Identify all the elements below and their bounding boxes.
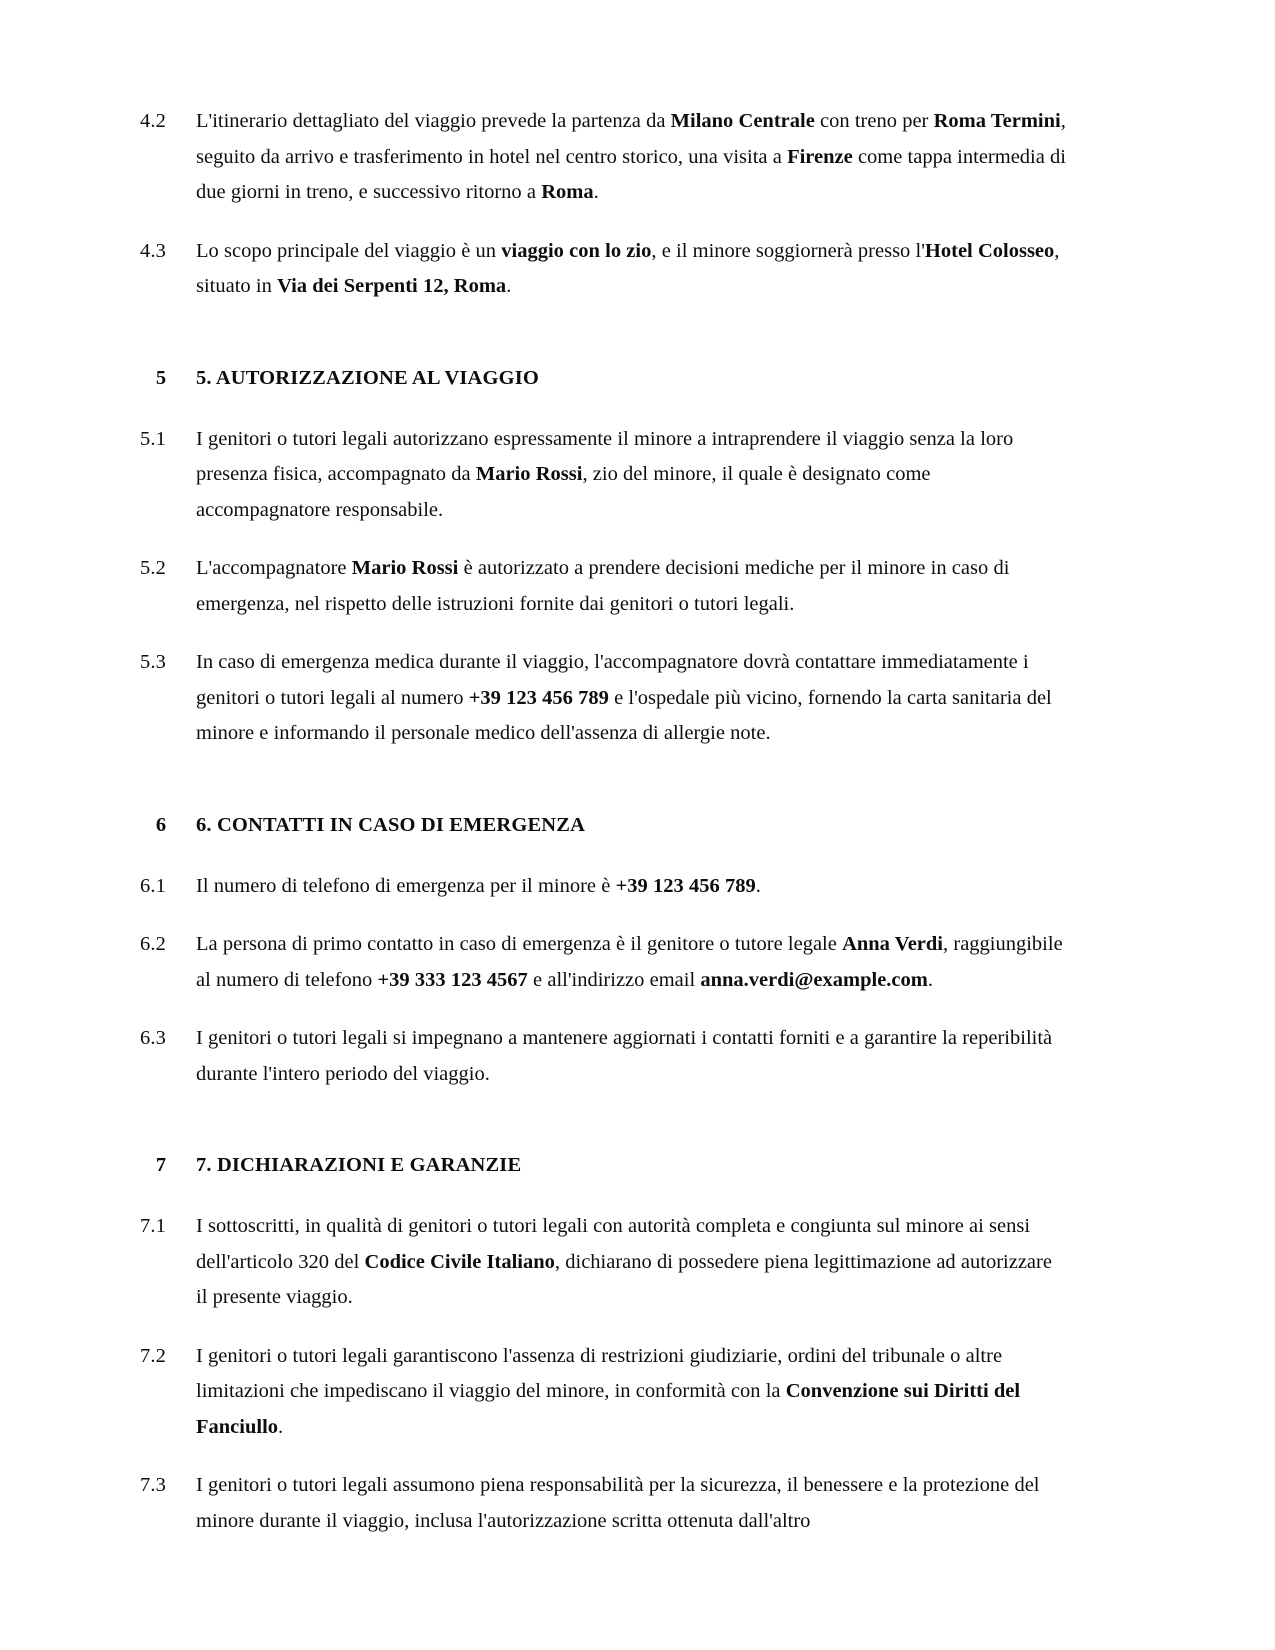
section-heading-title: 7. DICHIARAZIONI E GARANZIE <box>196 1154 522 1176</box>
section-heading-number: 5 <box>155 366 167 389</box>
emphasis-text: +39 123 456 789 <box>615 874 756 897</box>
body-text: I genitori o tutori legali autorizzano espressamente il minore a intraprendere il viaggio senza la loro presenza fisica, accompagnato da <box>196 427 1014 485</box>
body-text: I genitori o tutori legali si impegnano a mantenere aggiornati i contatti forniti e a garantire la reperibilità durante l'intero periodo del viaggio. <box>196 1027 1053 1085</box>
body-text: , situato in <box>196 239 1060 297</box>
clause-text <box>196 234 1068 305</box>
body-text: , zio del minore, il quale è designato come accompagnatore responsabile. <box>196 463 931 521</box>
emphasis-text: Convenzione sui Diritti del Fanciullo <box>196 1380 1021 1438</box>
body-text: . <box>278 1415 284 1438</box>
body-text: . <box>593 181 599 203</box>
emphasis-text: Hotel Colosseo <box>924 239 1055 262</box>
clause <box>140 869 1068 905</box>
clause-number: 5.2 <box>140 557 166 579</box>
body-text: come tappa intermedia di due giorni in treno, e successivo ritorno a <box>196 145 1067 203</box>
section-heading-number: 7 <box>155 1154 167 1176</box>
body-text: , raggiungibile al numero di telefono <box>196 933 1063 991</box>
clause-text <box>196 104 1068 211</box>
clause <box>140 422 1068 529</box>
emphasis-text: Roma <box>541 181 594 203</box>
clause-text <box>196 869 1068 905</box>
body-text: . <box>755 874 761 897</box>
emphasis-text: Firenze <box>787 145 853 168</box>
body-text: La persona di primo contatto in caso di emergenza è il genitore o tutore legale <box>196 933 843 955</box>
section-heading-title: 6. CONTATTI IN CASO DI EMERGENZA <box>196 813 586 836</box>
body-text: I genitori o tutori legali assumono piena responsabilità per la sicurezza, il benessere e la protezione del minore durante il viaggio, inclusa l'autorizzazione scritta ottenuta dall'altro <box>196 1474 1040 1532</box>
emphasis-text: Anna Verdi <box>842 933 944 955</box>
body-text: è autorizzato a prendere decisioni mediche per il minore in caso di emergenza, nel rispetto delle istruzioni fornite dai genitori o tutori legali. <box>196 557 1010 615</box>
body-text: e l'ospedale più vicino, fornendo la carta sanitaria del minore e informando il personale medico dell'assenza di allergie note. <box>196 686 1052 744</box>
clause-text <box>196 1021 1068 1092</box>
emphasis-text: Mario Rossi <box>351 557 459 579</box>
body-text: , seguito da arrivo e trasferimento in hotel nel centro storico, una visita a <box>196 110 1066 168</box>
clause <box>140 1209 1068 1316</box>
clause-number: 6.2 <box>140 933 166 955</box>
document-body <box>140 104 1068 1562</box>
body-text: Lo scopo principale del viaggio è un <box>196 239 502 262</box>
emphasis-text: Codice Civile Italiano <box>364 1250 555 1273</box>
emphasis-text: anna.verdi@example.com <box>700 968 928 991</box>
body-text: L'accompagnatore <box>196 557 352 579</box>
clause-number: 6.1 <box>140 874 166 897</box>
body-text: I sottoscritti, in qualità di genitori o tutori legali con autorità completa e congiunta sul minore ai sensi dell'articolo 320 del <box>196 1215 1031 1273</box>
clause-number: 4.2 <box>140 110 166 132</box>
emphasis-text: Roma Termini <box>933 110 1061 132</box>
clause-text <box>196 645 1068 752</box>
emphasis-text: viaggio con lo zio <box>501 239 652 262</box>
clause-number: 7.3 <box>140 1474 166 1496</box>
clause-text <box>196 551 1068 622</box>
clause <box>140 1339 1068 1446</box>
section-heading <box>140 810 1068 840</box>
clause <box>140 551 1068 622</box>
section-heading-number: 6 <box>155 813 167 836</box>
body-text: con treno per <box>814 110 934 132</box>
section-heading <box>140 363 1068 393</box>
clause-number: 5.3 <box>140 651 166 673</box>
clause-number: 4.3 <box>140 239 166 262</box>
body-text: . <box>506 275 512 297</box>
clause-text <box>196 927 1068 998</box>
clause-text <box>196 1209 1068 1316</box>
emphasis-text: +39 333 123 4567 <box>377 968 528 991</box>
clause <box>140 234 1068 305</box>
body-text: I genitori o tutori legali garantiscono l'assenza di restrizioni giudiziarie, ordini del tribunale o altre limitazioni che impediscano il viaggio del minore, in conformità con la <box>196 1344 1003 1402</box>
clause-text <box>196 1468 1068 1539</box>
body-text: In caso di emergenza medica durante il viaggio, l'accompagnatore dovrà contattare immediatamente i genitori o tutori legali al numero <box>196 651 1029 709</box>
emphasis-text: Mario Rossi <box>475 463 583 485</box>
body-text: . <box>927 968 933 991</box>
emphasis-text: Milano Centrale <box>670 110 815 132</box>
body-text: L'itinerario dettagliato del viaggio prevede la partenza da <box>196 110 671 132</box>
body-text: Il numero di telefono di emergenza per il minore è <box>196 874 616 897</box>
clause-number: 7.1 <box>140 1215 166 1237</box>
clause <box>140 645 1068 752</box>
body-text: e all'indirizzo email <box>527 968 701 991</box>
clause-text <box>196 422 1068 529</box>
clause <box>140 927 1068 998</box>
body-text: , e il minore soggiornerà presso l' <box>651 239 925 262</box>
section-heading <box>140 1150 1068 1180</box>
clause <box>140 104 1068 211</box>
clause-number: 5.1 <box>140 427 166 450</box>
clause-number: 7.2 <box>140 1344 166 1367</box>
emphasis-text: Via dei Serpenti 12, Roma <box>277 275 507 297</box>
body-text: , dichiarano di possedere piena legittimazione ad autorizzare il presente viaggio. <box>196 1250 1052 1308</box>
clause-text <box>196 1339 1068 1446</box>
clause-number: 6.3 <box>140 1027 166 1049</box>
emphasis-text: +39 123 456 789 <box>468 686 609 709</box>
section-heading-title: 5. AUTORIZZAZIONE AL VIAGGIO <box>196 366 539 389</box>
clause <box>140 1468 1068 1539</box>
clause <box>140 1021 1068 1092</box>
